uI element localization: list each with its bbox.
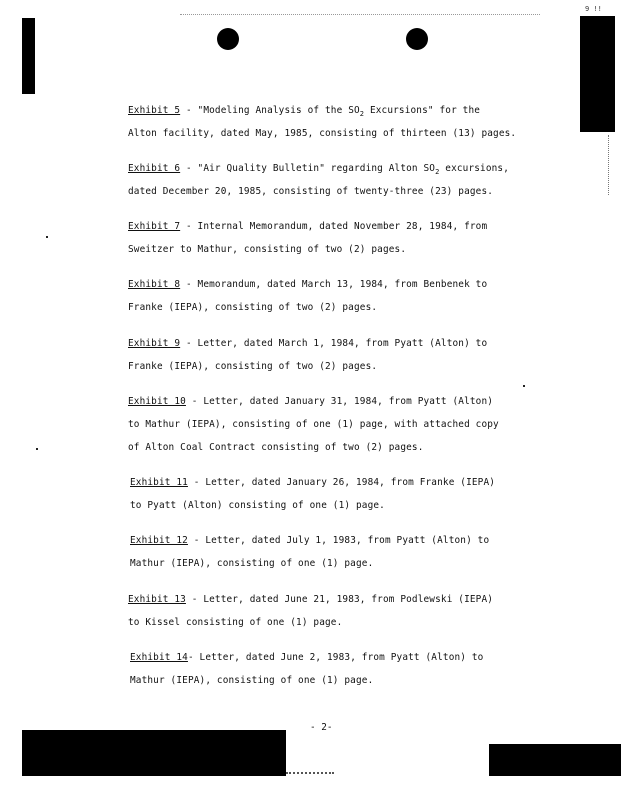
exhibit-entry-13 bbox=[128, 594, 493, 628]
exhibit-text: - Letter, dated June 21, 1983, from Podlewski (IEPA) bbox=[185, 594, 494, 605]
punch-hole-right bbox=[406, 28, 428, 50]
exhibit-line: to Pyatt (Alton) consisting of one (1) page. bbox=[130, 500, 385, 511]
exhibit-label: Exhibit 14 bbox=[130, 652, 188, 663]
exhibit-text: - Letter, dated March 1, 1984, from Pyatt (Alton) to bbox=[180, 338, 488, 349]
exhibit-text: - "Modeling Analysis of the SO bbox=[180, 105, 360, 116]
exhibit-label: Exhibit 5 bbox=[128, 105, 181, 116]
exhibit-line bbox=[128, 105, 516, 116]
exhibit-line bbox=[130, 652, 483, 663]
exhibit-label: Exhibit 13 bbox=[128, 594, 186, 605]
exhibit-text: - Letter, dated July 1, 1983, from Pyatt (Alton) to bbox=[187, 535, 490, 546]
exhibit-line bbox=[128, 279, 487, 290]
exhibit-text: - Letter, dated January 26, 1984, from Franke (IEPA) bbox=[187, 477, 496, 488]
exhibit-entry-7 bbox=[128, 221, 487, 255]
exhibit-line: Alton facility, dated May, 1985, consisting of thirteen (13) pages. bbox=[128, 128, 517, 139]
exhibit-line bbox=[130, 477, 495, 488]
exhibit-entry-11 bbox=[130, 477, 495, 511]
exhibit-line bbox=[128, 163, 509, 174]
exhibit-line: Mathur (IEPA), consisting of one (1) page. bbox=[130, 558, 374, 569]
exhibit-line: to Kissel consisting of one (1) page. bbox=[128, 617, 343, 628]
scan-artifact-bottom-left bbox=[22, 730, 286, 776]
exhibit-text: Excursions" for the bbox=[364, 105, 481, 116]
scan-speck bbox=[523, 385, 525, 387]
exhibit-entry-10 bbox=[128, 396, 499, 453]
exhibit-label: Exhibit 6 bbox=[128, 163, 181, 174]
scan-speck bbox=[36, 448, 38, 450]
exhibit-text: - Memorandum, dated March 13, 1984, from Benbenek to bbox=[180, 279, 488, 290]
exhibit-label: Exhibit 7 bbox=[128, 221, 181, 232]
exhibit-text: excursions, bbox=[439, 163, 510, 174]
scan-artifact-right-bar bbox=[580, 16, 615, 132]
exhibit-label: Exhibit 10 bbox=[128, 396, 186, 407]
exhibit-text: - Letter, dated January 31, 1984, from Pyatt (Alton) bbox=[185, 396, 494, 407]
scan-artifact-left-bar bbox=[22, 18, 35, 94]
exhibit-line: dated December 20, 1985, consisting of twenty-three (23) pages. bbox=[128, 186, 494, 197]
scan-noise-right-edge bbox=[608, 135, 610, 195]
exhibit-line: Franke (IEPA), consisting of two (2) pages. bbox=[128, 302, 378, 313]
exhibit-line bbox=[128, 396, 499, 407]
exhibit-entry-6 bbox=[128, 163, 509, 197]
exhibit-entry-12 bbox=[130, 535, 489, 569]
page-number: - 2- bbox=[310, 722, 333, 733]
scan-artifact-bottom-right bbox=[489, 744, 621, 776]
exhibit-line: Sweitzer to Mathur, consisting of two (2) pages. bbox=[128, 244, 407, 255]
exhibit-entry-9 bbox=[128, 338, 487, 372]
exhibit-entry-14 bbox=[130, 652, 483, 686]
subscript: 2 bbox=[359, 110, 365, 118]
subscript: 2 bbox=[435, 168, 440, 176]
exhibit-line bbox=[130, 535, 489, 546]
exhibit-line: Franke (IEPA), consisting of two (2) pages. bbox=[128, 361, 378, 372]
exhibit-line bbox=[128, 221, 487, 232]
exhibit-line bbox=[128, 594, 493, 605]
exhibit-line bbox=[128, 338, 487, 349]
punch-hole-left bbox=[217, 28, 239, 50]
exhibit-text: - Internal Memorandum, dated November 28, 1984, from bbox=[180, 221, 488, 232]
corner-mark: 9 !! bbox=[585, 5, 602, 13]
exhibit-label: Exhibit 12 bbox=[130, 535, 188, 546]
exhibit-text: - Letter, dated June 2, 1983, from Pyatt (Alton) to bbox=[187, 652, 484, 663]
scan-speck bbox=[46, 236, 48, 238]
exhibit-line: Mathur (IEPA), consisting of one (1) page. bbox=[130, 675, 374, 686]
exhibit-label: Exhibit 11 bbox=[130, 477, 188, 488]
scan-noise-top bbox=[180, 14, 540, 16]
exhibit-label: Exhibit 8 bbox=[128, 279, 181, 290]
exhibit-line: of Alton Coal Contract consisting of two (2) pages. bbox=[128, 442, 424, 453]
exhibit-entry-5 bbox=[128, 105, 516, 139]
exhibit-text: - "Air Quality Bulletin" regarding Alton SO bbox=[180, 163, 436, 174]
exhibit-label: Exhibit 9 bbox=[128, 338, 181, 349]
exhibit-entry-8 bbox=[128, 279, 487, 313]
scan-smudge-bottom bbox=[286, 764, 334, 774]
exhibit-line: to Mathur (IEPA), consisting of one (1) page, with attached copy bbox=[128, 419, 499, 430]
